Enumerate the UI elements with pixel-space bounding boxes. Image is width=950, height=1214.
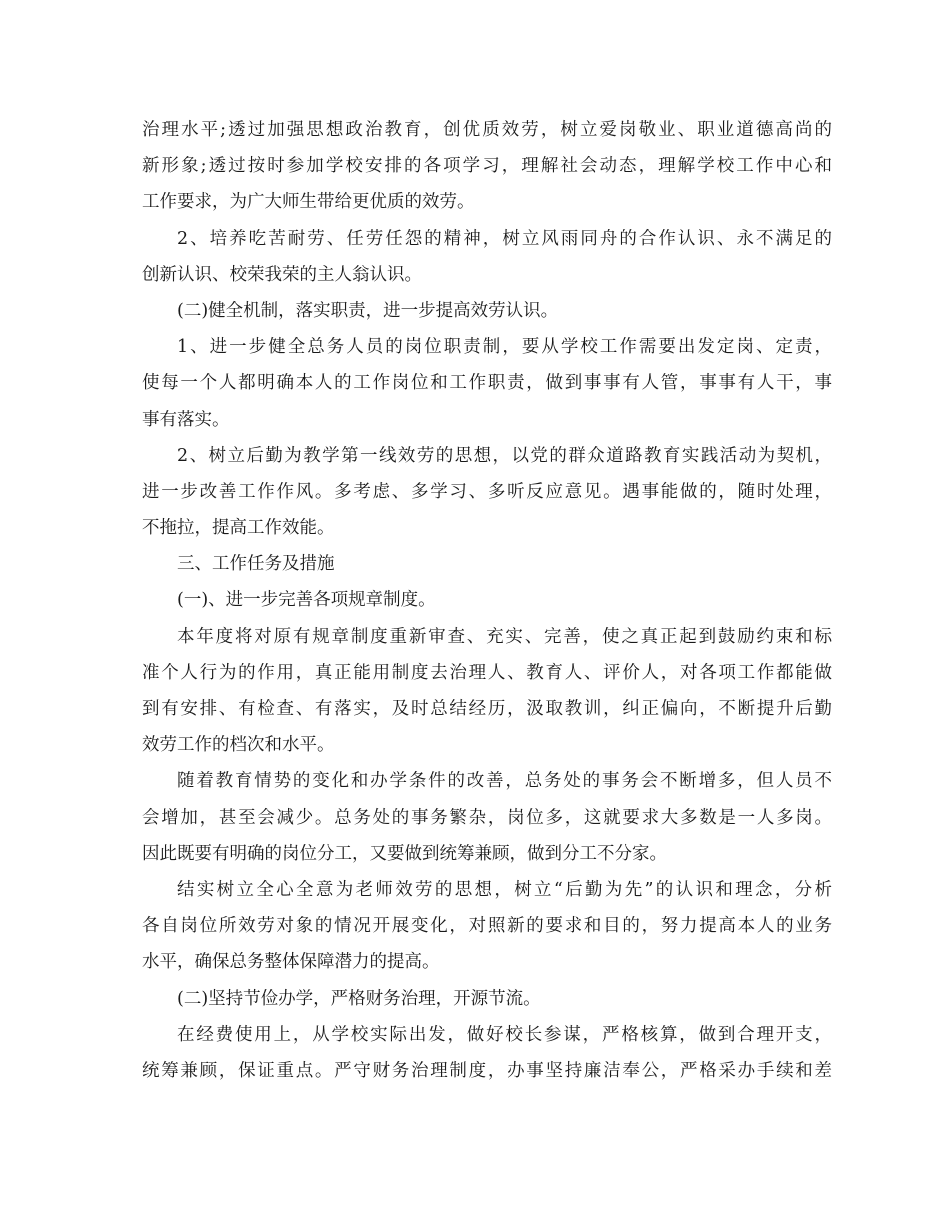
text-line: 创新认识、校荣我荣的主人翁认识。 xyxy=(142,264,422,285)
text-line: 结实树立全心全意为老师效劳的思想，树立“后勤为先”的认识和理念，分析 xyxy=(177,879,832,900)
text-line: 会增加，甚至会减少。总务处的事务繁杂，岗位多，这就要求大多数是一人多岗。 xyxy=(142,807,832,828)
text-line: 事有落实。 xyxy=(142,409,230,430)
text-line: 使每一个人都明确本人的工作岗位和工作职责，做到事事有人管，事事有人干，事 xyxy=(142,373,832,394)
text-line: 水平，确保总务整体保障潜力的提高。 xyxy=(142,952,440,973)
text-line: (二)坚持节俭办学，严格财务治理，开源节流。 xyxy=(177,988,541,1009)
text-line: (一)、进一步完善各项规章制度。 xyxy=(177,590,436,611)
document-body xyxy=(142,112,832,1089)
text-line: 在经费使用上，从学校实际出发，做好校长参谋，严格核算，做到合理开支， xyxy=(177,1024,832,1045)
text-line: 治理水平;透过加强思想政治教育，创优质效劳，树立爱岗敬业、职业道德高尚的 xyxy=(142,120,832,140)
text-line: 本年度将对原有规章制度重新审查、充实、完善，使之真正起到鼓励约束和标 xyxy=(177,626,832,647)
text-line: 到有安排、有检查、有落实，及时总结经历，汲取教训，纠正偏向，不断提升后勤 xyxy=(142,699,832,719)
text-line: 工作要求，为广大师生带给更优质的效劳。 xyxy=(142,192,475,213)
text-line: 准个人行为的作用，真正能用制度去治理人、教育人、评价人，对各项工作都能做 xyxy=(142,662,832,683)
text-line: 随着教育情势的变化和办学条件的改善，总务处的事务会不断增多，但人员不 xyxy=(177,771,832,792)
text-line: 不拖拉，提高工作效能。 xyxy=(142,518,335,539)
text-line: 统筹兼顾，保证重点。严守财务治理制度，办事坚持廉洁奉公，严格采办手续和差 xyxy=(142,1060,832,1081)
text-line: 2、树立后勤为教学第一线效劳的思想，以党的群众道路教育实践活动为契机， xyxy=(177,445,832,466)
text-line: (二)健全机制，落实职责，进一步提高效劳认识。 xyxy=(177,300,559,321)
text-line: 2、培养吃苦耐劳、任劳任怨的精神，树立风雨同舟的合作认识、永不满足的 xyxy=(177,228,832,249)
text-line: 各自岗位所效劳对象的情况开展变化，对照新的要求和目的，努力提高本人的业务 xyxy=(142,916,832,937)
text-line: 效劳工作的档次和水平。 xyxy=(142,735,335,756)
text-line: 因此既要有明确的岗位分工，又要做到统筹兼顾，做到分工不分家。 xyxy=(142,843,667,864)
text-line: 1、进一步健全总务人员的岗位职责制，要从学校工作需要出发定岗、定责， xyxy=(177,337,832,358)
text-line: 进一步改善工作作风。多考虑、多学习、多听反应意见。遇事能做的，随时处理， xyxy=(142,481,832,502)
text-line: 新形象;透过按时参加学校安排的各项学习，理解社会动态，理解学校工作中心和 xyxy=(142,156,832,177)
text-line: 三、工作任务及措施 xyxy=(177,554,335,575)
